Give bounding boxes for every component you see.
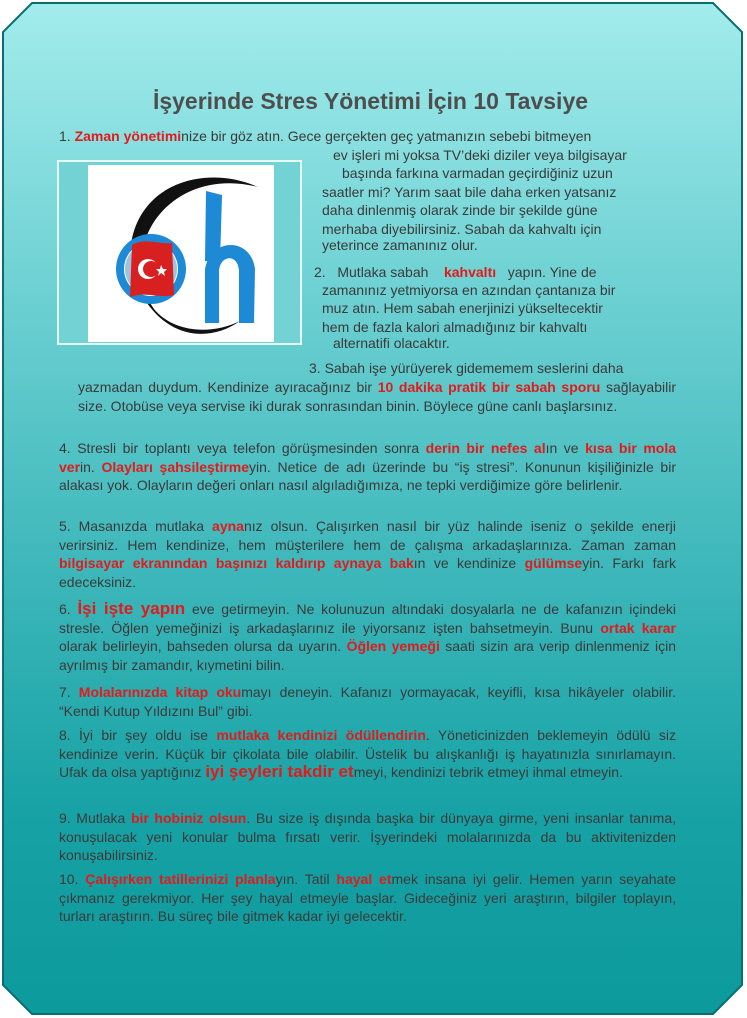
tip-number: 5. [59,518,71,534]
tip-number: 4. [59,440,71,456]
tip-text: eve getirmeyin. Ne kolunuzun altındaki dosyalarla ne de kafanızın içindeki stresle. Öğlen yemeğinizi iş arkadaşlarınız ile yiyorsanız işten bahsetmeyin. Bunu [59,601,676,636]
tip-text: İyi bir şey oldu ise [79,727,208,743]
tip-1-line-4: saatler mi? Yarım saat bile daha erken yatsanız [322,184,617,200]
tip-text: saati sizin ara verip dinlenmeniz için ayrılmış bir zamandır, kıymetini bilin. [59,638,677,673]
highlight: kısa bir mola ver [59,440,677,475]
tip-7 [59,683,676,720]
tip-text: yın. Tatil [275,871,330,887]
tip-number: 2. [314,264,326,280]
highlight: 10 dakika pratik bir sabah sporu [377,379,601,395]
tip-2-line-4: hem de fazla kalori almadığınız bir kahvaltı [322,319,588,335]
highlight: derin bir nefes al [425,440,546,456]
tip-text: meyi, kendinizi tebrik etmeyi ihmal etmeyin. [353,764,623,781]
tip-2-line-2: zamanınız yetmiyorsa en azından çantanıza bir [322,282,616,298]
tip-text: in. [80,458,95,475]
tip-text: sağlayabilir size. Otobüse veya servise iki durak sonrasından binin. Böylece güne canlı başlarsınız. [78,379,676,414]
highlight: Olayları şahsileştirme [101,458,250,475]
highlight: hayal et [336,871,392,887]
tip-text: yin. Netice de adı üzerinde bu “iş stresi”. Konunun kişiliğinizle bir alakası yok. Olayların değeri onları nasıl algıladığımıza, ne tepki verdiğimize göre belirlenir. [59,458,676,494]
tip-text: Masanızda mutlaka [78,518,205,534]
highlight: Molalarınızda kitap oku [78,684,242,700]
tip-text: Mutlaka sabah [337,264,429,280]
tip-10 [59,870,676,926]
highlight: bilgisayar ekranından başınızı kaldırıp aynaya bak [59,555,414,572]
tip-3-line-1 [309,359,676,378]
tip-text: nız olsun. Çalışırken nasıl bir yüz halinde iseniz o şekilde enerji verirsiniz. Hem kendinize, hem müşterilere hem de çalışma arkadaşlarınıza. Zaman zaman [59,518,676,553]
tip-text: Mutlaka [76,810,126,826]
tip-4 [59,439,676,495]
highlight: Zaman yönetimi [74,128,182,144]
highlight: mutlaka kendinizi ödüllendirin [216,727,426,743]
tip-number: 8. [59,727,71,743]
tip-text: yapın. Yine de [507,264,597,280]
tip-3-body [78,378,676,415]
tip-text: mayı deneyin. Kafanızı yormayacak, keyifli, kısa hikâyeler olabilir. “Kendi Kutup Yıldızını Bul” gibi. [59,684,677,719]
tip-1-line-3: başında farkına varmadan geçirdiğiniz uzun [342,165,613,181]
tip-text: Sabah işe yürüyerek gidememem seslerini daha [324,360,624,376]
highlight: ortak karar [600,619,677,636]
tip-1-line-5: daha dinlenmiş olarak zinde bir şekilde güne [322,202,598,218]
tip-1-line-7: yeterince zamanınız olur. [322,237,478,253]
highlight: İşi işte yapın [77,599,186,618]
tip-6 [59,600,676,674]
tip-1-line-1 [59,127,679,146]
tip-number: 3. [309,360,321,376]
tip-text: Stresli bir toplantı veya telefon görüşmesinden sonra [77,440,420,456]
tip-text: yin. Farkı fark edeceksiniz. [59,555,677,590]
highlight: iyi şeyleri takdir et [205,762,354,782]
tip-text: ın ve kendinize [413,555,517,572]
tip-1-line-6: merhaba diyebilirsiniz. Sabah da kahvaltı için [322,221,602,237]
tip-1-line-2: ev işleri mi yoksa TV’deki diziler veya bilgisayar [333,147,627,163]
tip-2-line-5: alternatifi olacaktır. [333,335,450,351]
highlight: bir hobiniz olsun [130,810,247,826]
highlight: Çalışırken tatillerinizi planla [85,871,276,887]
tip-2-line-3: muz atın. Hem sabah enerjinizi yükseltecektir [322,300,603,316]
highlight: Öğlen yemeği [346,638,440,655]
highlight: kahvaltı [443,264,497,280]
tip-number: 10. [59,871,79,887]
logo-image [88,165,274,342]
tip-number: 6. [59,601,71,617]
tip-text: mek insana iyi gelir. Hemen yarın seyahate çıkmanız gerekmiyor. Her şey hayal etmeyle başlar. Gideceğiniz yeri araştırın, bilgiler toplayın, turları araştırın. Bu süreç bile gitmek kadar iyi gelecektir. [59,871,676,925]
logo-panel [88,165,274,342]
page-title: İşyerinde Stres Yönetimi İçin 10 Tavsiye [152,88,589,114]
highlight: ayna [212,518,244,534]
tip-2-line-1 [314,263,676,282]
tip-9 [59,809,676,865]
tip-text: ın ve [545,440,579,456]
tip-number: 7. [59,684,71,700]
tip-text: yazmadan duydum. Kendinize ayıracağınız bir [78,379,373,395]
tip-text: . Yöneticinizden beklemeyin ödülü siz kendinize verin. Küçük bir çikolata bile olabilir. Üstelik bu alışkanlığı iş hayatınızla sınırlamayın. Ufak da olsa yaptığınız [59,727,677,781]
tip-number: 9. [59,810,71,826]
tip-text: nize bir göz atın. Gece gerçekten geç yatmanızın sebebi bitmeyen [181,128,592,144]
logo-box [57,160,302,345]
tip-text: olarak belirleyin, bahseden olursa da uyarın. [59,638,342,655]
highlight: gülümse [524,555,583,572]
tip-text: . Bu size iş dışında başka bir dünyaya girme, yeni insanlar tanıma, konuşulacak yeni konular bulma fırsatı verir. İşyerindeki molalarınızda da bu aktivitenizden konuşabilirsiniz. [59,810,677,864]
tip-5 [59,517,676,591]
tip-number: 1. [59,128,71,144]
tip-8 [59,726,676,782]
